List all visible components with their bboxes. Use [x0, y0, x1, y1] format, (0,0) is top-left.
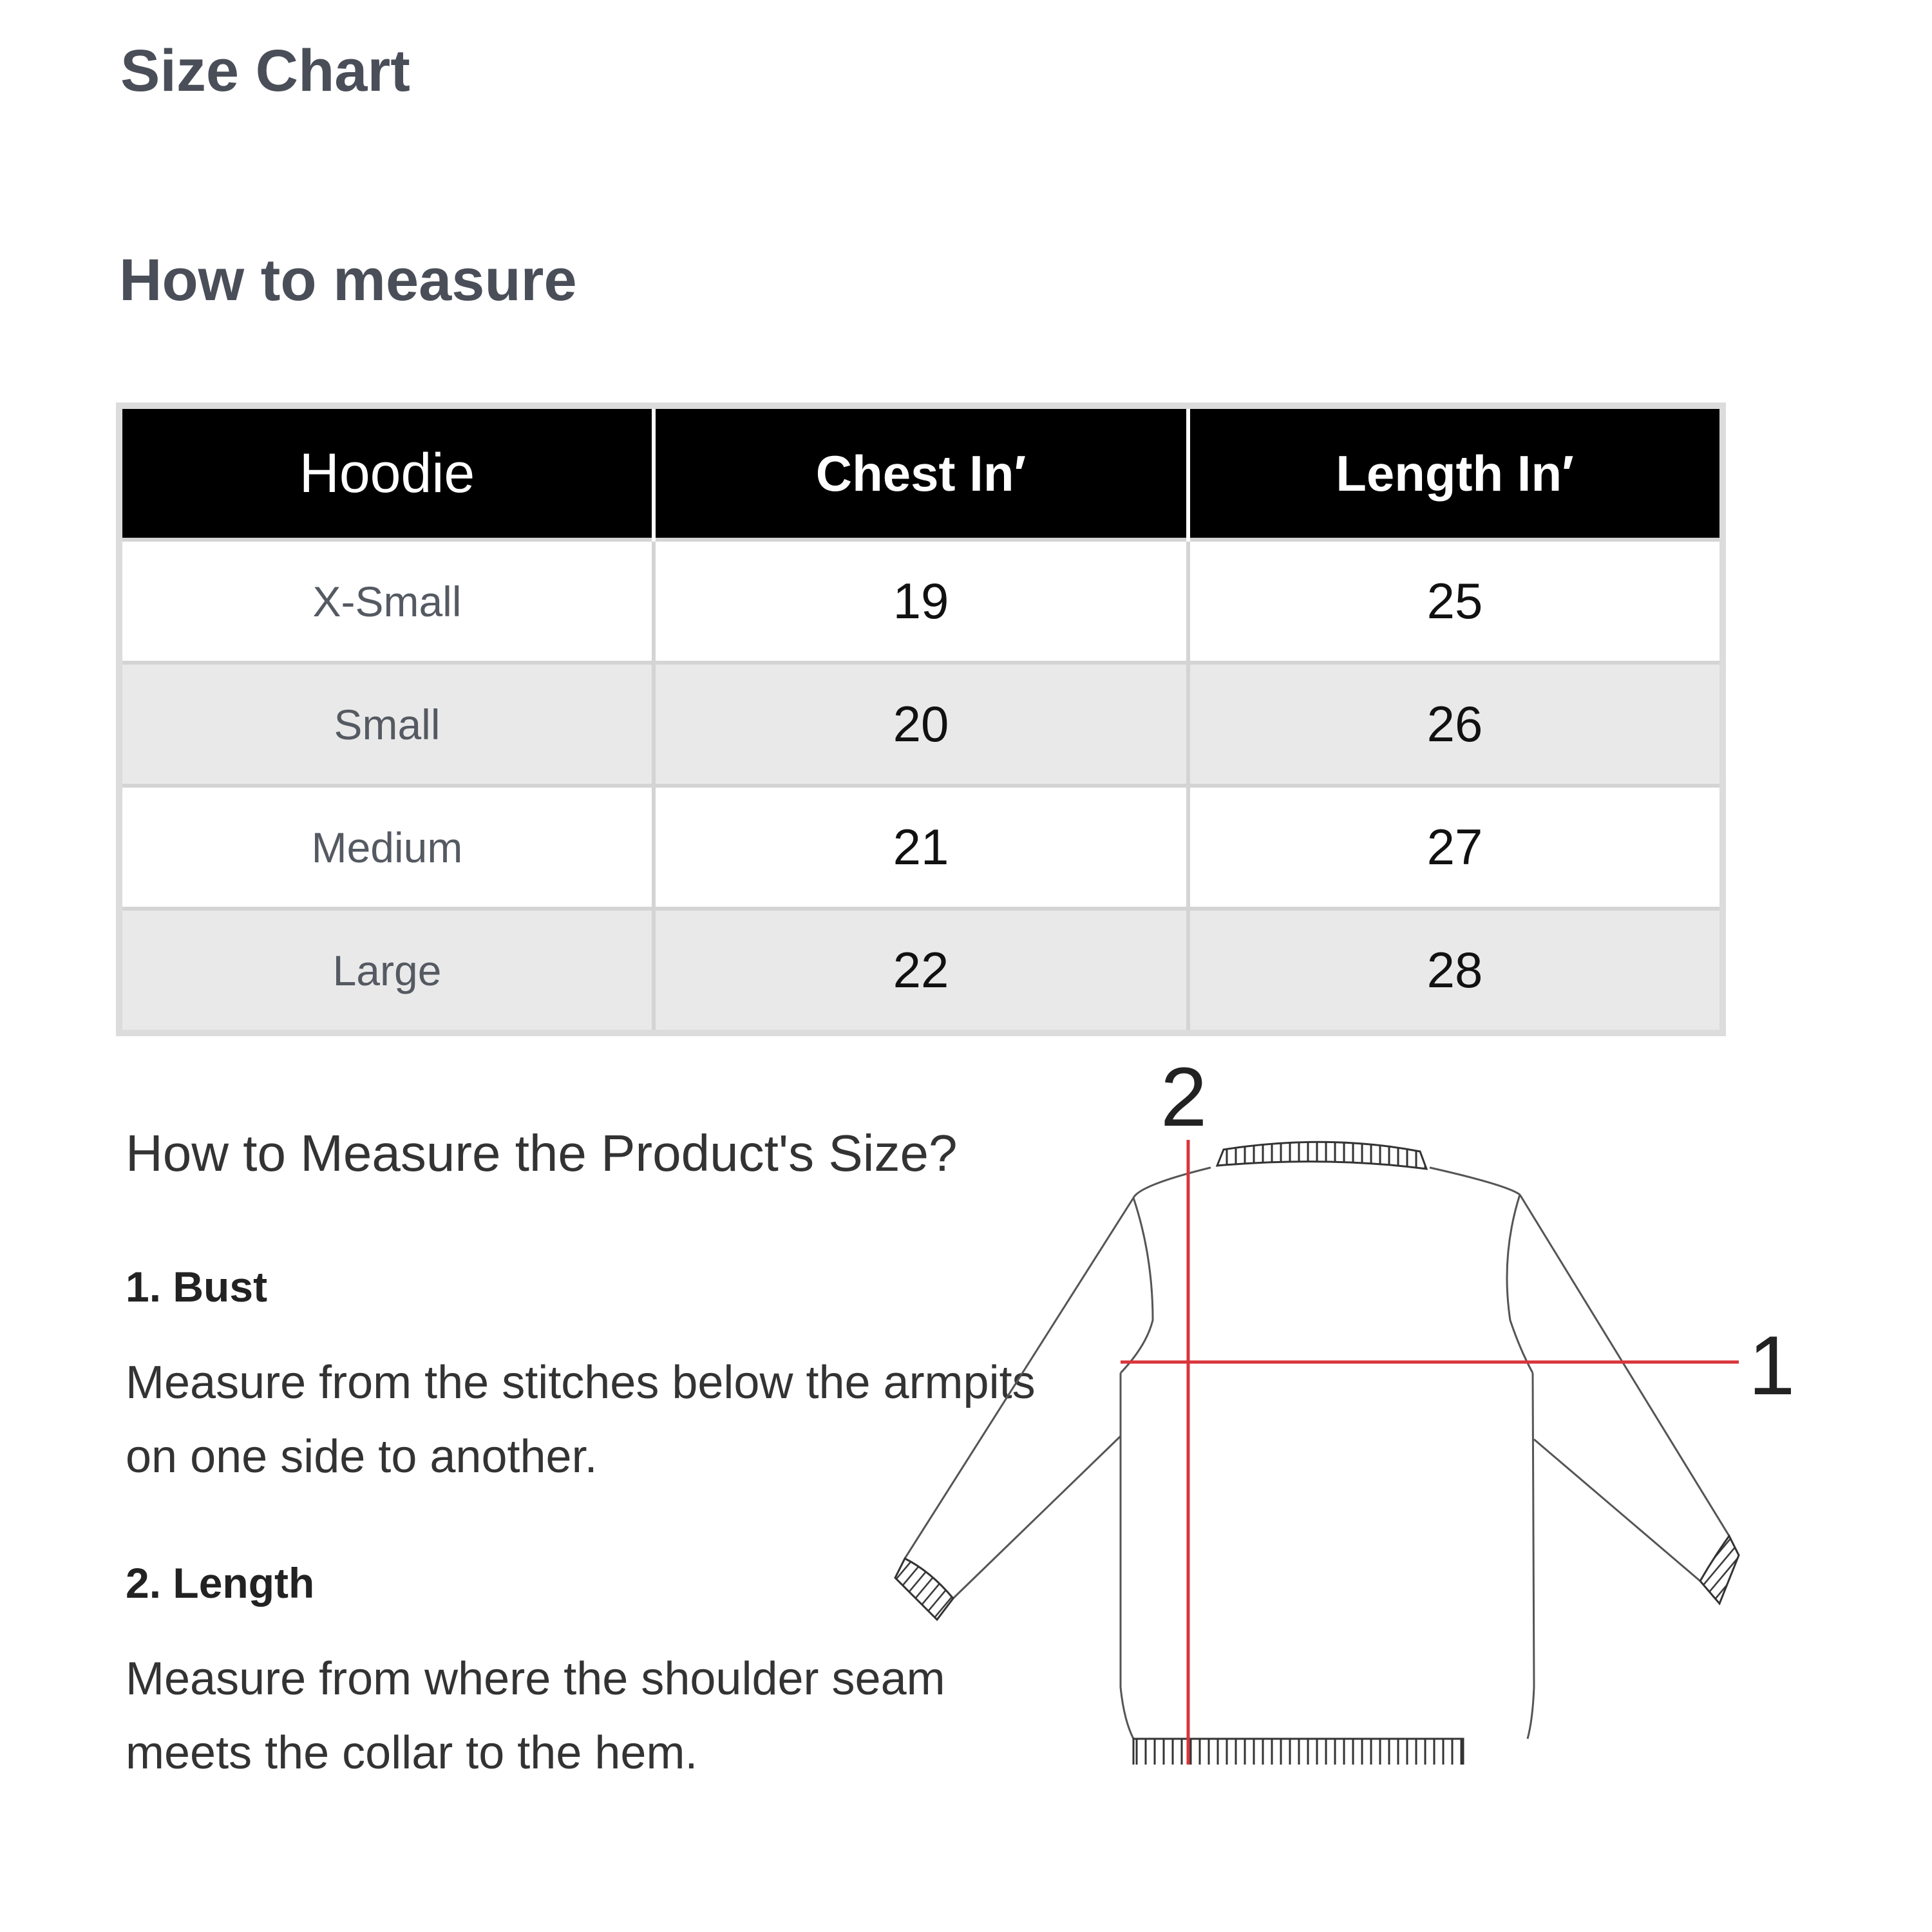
table-header-row — [119, 406, 1723, 540]
table-row — [119, 540, 1723, 663]
page-subtitle: How to measure — [119, 247, 577, 313]
page-title: Size Chart — [120, 38, 410, 104]
size-name: Small — [119, 663, 654, 786]
step-length-description: Measure from where the shoulder seam meets the collar to the hem. — [126, 1653, 945, 1779]
table-row — [119, 786, 1723, 909]
size-name: Large — [119, 909, 654, 1033]
header-chest: Chest In′ — [654, 406, 1188, 540]
chest-value: 21 — [654, 786, 1188, 909]
header-length: Length In′ — [1188, 406, 1723, 540]
chest-value: 20 — [654, 663, 1188, 786]
length-value: 28 — [1188, 909, 1723, 1033]
length-marker: 2 — [1160, 1050, 1208, 1144]
step-bust-title: 1. Bust — [126, 1263, 268, 1311]
size-name: Medium — [119, 786, 654, 909]
step-bust-description: Measure from the stitches below the armpits on one side to another. — [126, 1357, 1036, 1482]
table-row — [119, 663, 1723, 786]
length-value: 25 — [1188, 540, 1723, 663]
measure-guide-heading: How to Measure the Product's Size? — [126, 1124, 958, 1182]
size-table — [116, 402, 1726, 1036]
table-row — [119, 909, 1723, 1033]
bust-marker: 1 — [1748, 1318, 1795, 1412]
chest-value: 22 — [654, 909, 1188, 1033]
length-value: 27 — [1188, 786, 1723, 909]
step-length-title: 2. Length — [126, 1559, 315, 1607]
header-garment: Hoodie — [119, 406, 654, 540]
length-value: 26 — [1188, 663, 1723, 786]
hoodie-measure-diagram — [837, 1043, 1803, 1765]
hoodie-outline-icon — [895, 1142, 1739, 1765]
chest-value: 19 — [654, 540, 1188, 663]
size-name: X-Small — [119, 540, 654, 663]
